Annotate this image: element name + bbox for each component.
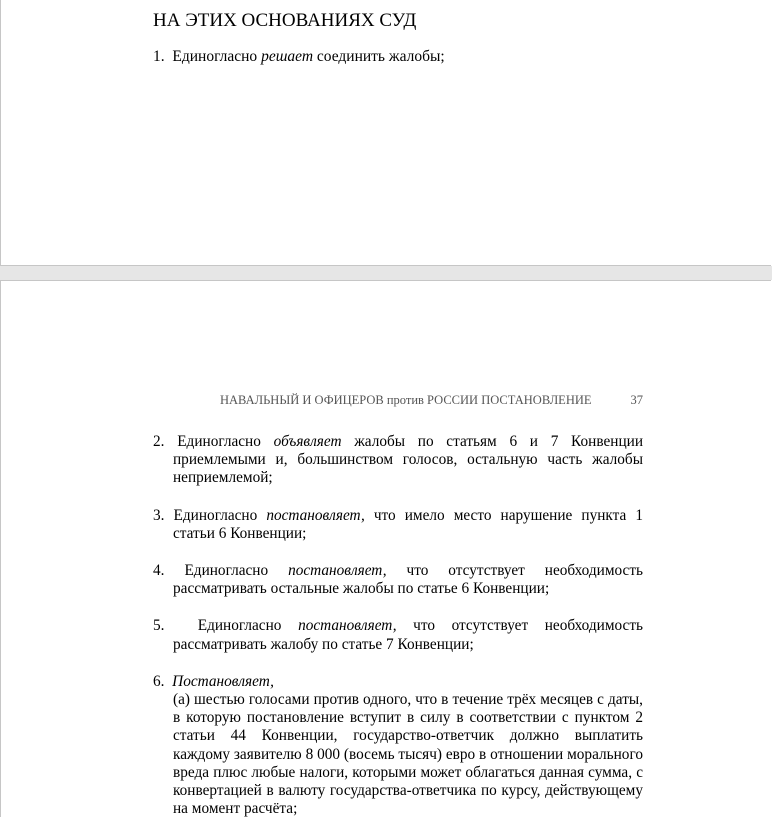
operative-item-3 [153, 507, 643, 543]
running-header-title: НАВАЛЬНЫЙ И ОФИЦЕРОВ против РОССИИ ПОСТАНОВЛЕНИЕ [220, 393, 592, 407]
item-lead: Единогласно [184, 562, 269, 580]
item-lead: Единогласно [173, 506, 258, 524]
page-separator [0, 266, 772, 280]
page-number: 37 [630, 393, 643, 407]
item-verb: постановляет, [298, 617, 397, 635]
item-lead: Единогласно [197, 617, 282, 635]
item-text: что отсутствует необходимость рассматривать жалобу по статье 7 Конвенции; [173, 617, 643, 653]
item-text: жалобы по статьям 6 и 7 Конвенции приемлемыми и, большинством голосов, остальную часть жалобы неприемлемой; [173, 433, 644, 487]
item-lead: Единогласно [172, 48, 258, 65]
item-number: 1. [153, 48, 165, 65]
item-verb: постановляет, [266, 506, 365, 524]
item-number: 6. [153, 672, 165, 690]
document-page-1 [0, 0, 771, 266]
document-page-2 [0, 280, 771, 817]
operative-item-4 [153, 562, 643, 598]
item-verb: объявляет [273, 433, 342, 450]
item-verb: решает [261, 48, 314, 65]
item-verb: постановляет, [288, 562, 387, 580]
item-lead: Единогласно [177, 433, 261, 450]
item-number: 4. [153, 562, 165, 580]
operative-item-5 [153, 617, 643, 653]
section-heading: НА ЭТИХ ОСНОВАНИЯХ СУД [153, 10, 417, 31]
item-verb: Постановляет, [172, 672, 275, 690]
item-text: что отсутствует необходимость рассматривать остальные жалобы по статье 6 Конвенции; [173, 562, 643, 598]
item-6-subparagraph-a: (а) шестью голосами против одного, что в течение трёх месяцев с даты, в которую постановление вступит в силу в соответствии с пунктом 2 статьи 44 Конвенции, государство-ответчик должно выплатить каждому заявителю 8 000 (восемь тысяч) евро в отношении морального вреда плюс любые налоги, которыми может облагаться данная сумма, с конвертацией в валюту государства-ответчика по курсу, действующему на момент расчёта; [173, 691, 643, 817]
item-number: 3. [153, 506, 165, 524]
item-text: что имело место нарушение пункта 1 статьи 6 Конвенции; [173, 506, 644, 542]
operative-item-2 [153, 433, 643, 488]
item-number: 2. [153, 433, 165, 450]
operative-item-6 [153, 673, 643, 817]
item-text: соединить жалобы; [316, 48, 445, 65]
operative-items-list [153, 433, 643, 817]
operative-item-1 [153, 48, 445, 66]
item-number: 5. [153, 617, 165, 635]
